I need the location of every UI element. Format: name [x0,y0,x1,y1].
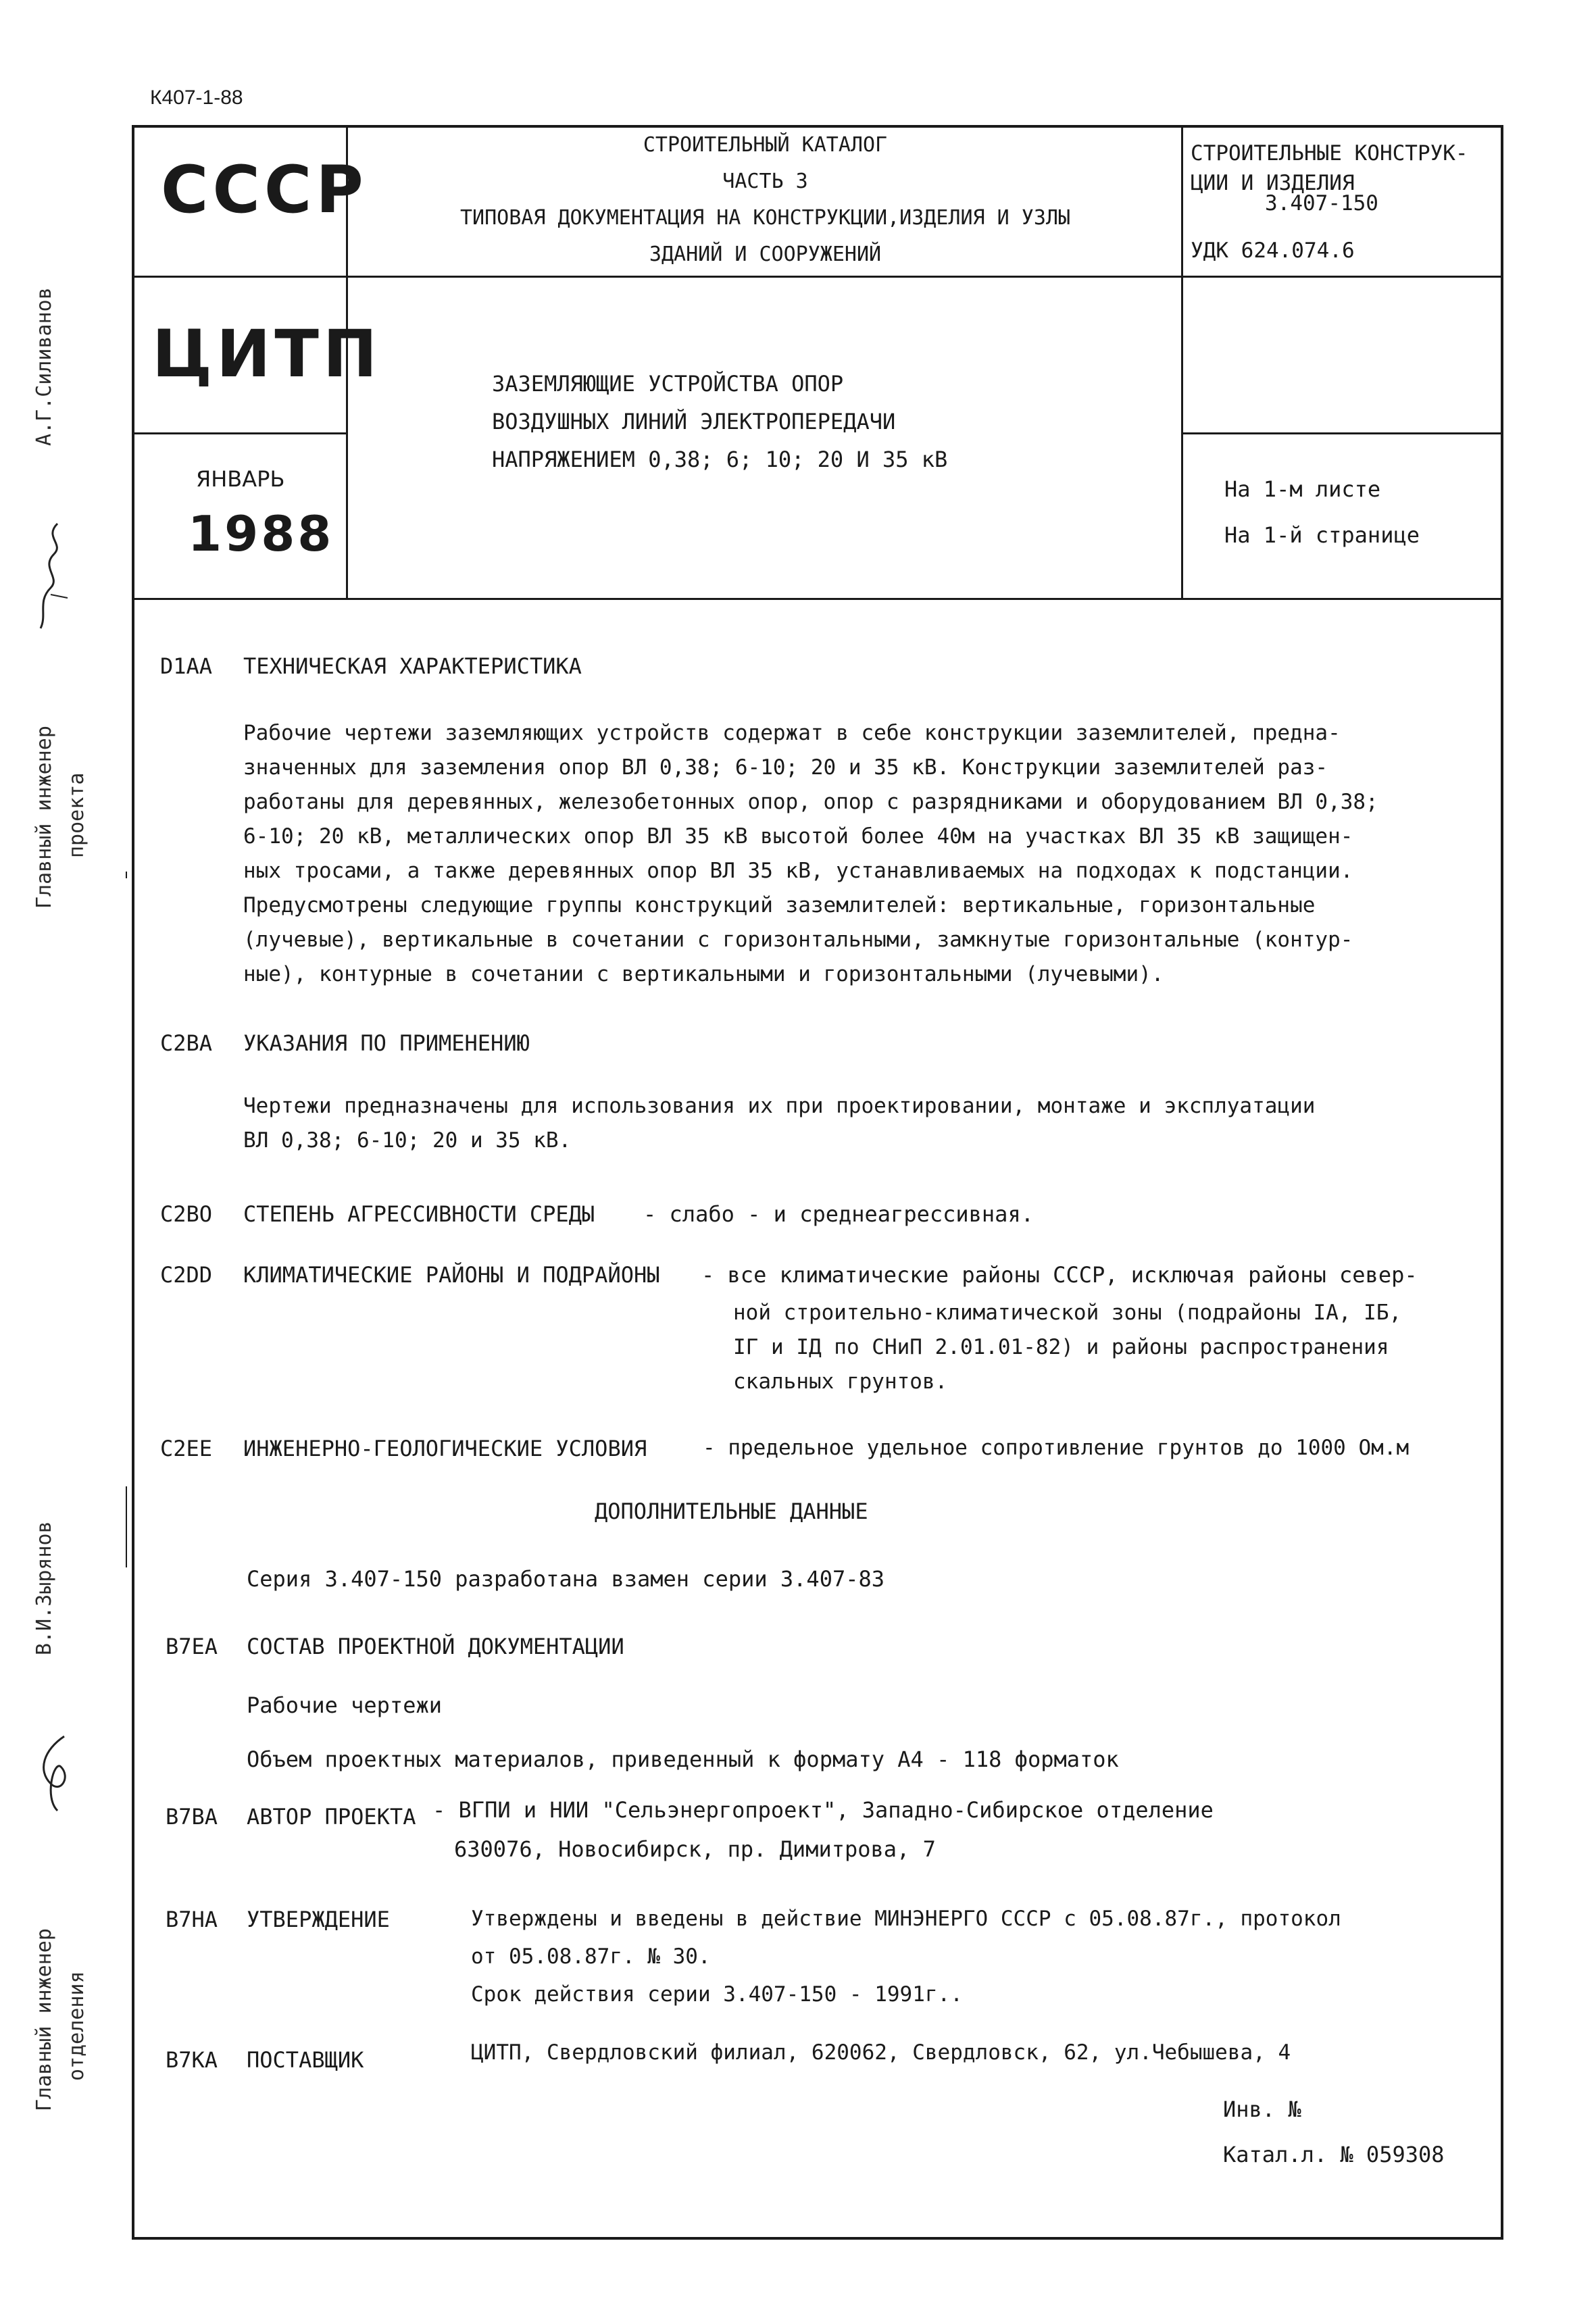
section-title-c2ee: ИНЖЕНЕРНО-ГЕОЛОГИЧЕСКИЕ УСЛОВИЯ [243,1436,647,1461]
section-title-c2bo: СТЕПЕНЬ АГРЕССИВНОСТИ СРЕДЫ [243,1201,595,1227]
doc-title-line-3: НАПРЯЖЕНИЕМ 0,38; 6; 10; 20 И 35 кВ [492,447,948,472]
margin-person-2: В.И.Зырянов [32,1521,56,1655]
section-title-b7ea: СОСТАВ ПРОЕКТНОЙ ДОКУМЕНТАЦИИ [247,1634,624,1659]
b7ea-line-1: Рабочие чертежи [247,1692,442,1718]
approval-line-3: Срок действия серии 3.407-150 - 1991г.. [471,1982,963,2007]
pages-count: На 1-й странице [1224,522,1420,548]
margin-person-1: А.Г.Силиванов [32,287,56,446]
margin-line-2 [126,1486,127,1567]
section-code-c2bo: C2BO [160,1201,213,1227]
sheets-count: На 1-м листе [1224,476,1381,502]
section-value-c2dd: - все климатические районы СССР, исключая районы север- [701,1262,1418,1288]
catalog-part: ЧАСТЬ 3 [722,170,808,193]
catalog-line-3: ТИПОВАЯ ДОКУМЕНТАЦИЯ НА КОНСТРУКЦИИ,ИЗДЕЛИЯ И УЗЛЫ [459,206,1071,230]
section-code-b7ka: B7KA [166,2047,218,2073]
text-line: Рабочие чертежи заземляющих устройств содержат в себе конструкции заземлителей, предна- [243,721,1341,745]
text-line: значенных для заземления опор ВЛ 0,38; 6-10; 20 и 35 кВ. Конструкции заземлителей раз- [243,755,1328,780]
inventory-number: Инв. № [1223,2096,1301,2122]
section-line-1: СТРОИТЕЛЬНЫЕ КОНСТРУК- [1191,141,1468,166]
section-code-d1aa: D1AA [160,653,213,679]
section-code-c2ee: C2EE [160,1436,213,1461]
header-row-line-2 [132,432,348,434]
text-line: ных тросами, а также деревянных опор ВЛ 35 кВ, устанавливаемых на подходах к подстанции. [243,859,1353,883]
text-line: 6-10; 20 кВ, металлических опор ВЛ 35 кВ высотой более 40м на участках ВЛ 35 кВ защищен- [243,824,1353,849]
year-label: 1988 [188,505,334,562]
approval-block [471,1900,1341,2013]
section-line-2: ЦИИ И ИЗДЕЛИЯ [1191,171,1355,195]
b7ba-line-2: 630076, Новосибирск, пр. Димитрова, 7 [454,1836,936,1862]
text-line: ные), контурные в сочетании с вертикальными и горизонтальными (лучевыми). [243,962,1164,986]
catalog-line-4: ЗДАНИЙ И СООРУЖЕНИЙ [649,243,882,266]
section-code-b7ha: B7HA [166,1907,218,1932]
section-title-c2ba: УКАЗАНИЯ ПО ПРИМЕНЕНИЮ [243,1030,530,1056]
paragraph-application [243,1089,1473,1158]
header-divider-right [1181,125,1183,598]
section-code-c2ba: C2BA [160,1030,213,1056]
section-title-c2dd: КЛИМАТИЧЕСКИЕ РАЙОНЫ И ПОДРАЙОНЫ [243,1262,660,1288]
text-line: скальных грунтов. [733,1369,948,1394]
month-label: ЯНВАРЬ [196,466,285,492]
section-value-c2bo: - слабо - и среднеагрессивная. [643,1201,1034,1227]
section-title-b7ba: АВТОР ПРОЕКТА [247,1804,416,1830]
margin-role-1a: Главный инженер [32,726,56,909]
org-label: ЦИТП [152,316,382,392]
document-code: К407-1-88 [150,86,243,109]
header-bottom-line [132,598,1503,600]
series-code: 3.407-150 [1265,191,1378,216]
paragraph-technical [243,716,1473,992]
extra-data-title: ДОПОЛНИТЕЛЬНЫЕ ДАННЫЕ [595,1499,868,1524]
text-line: IГ и IД по СНиП 2.01.01-82) и районы распространения [733,1335,1389,1359]
section-title-b7ka: ПОСТАВЩИК [247,2047,364,2073]
signature-2 [30,1730,84,1817]
margin-role-2b: отделения [65,1971,89,2081]
b7ba-line-1: - ВГПИ и НИИ "Сельэнергопроект", Западно-Сибирское отделение [432,1797,1214,1823]
approval-line-1: Утверждены и введены в действие МИНЭНЕРГО СССР с 05.08.87г., протокол [471,1907,1341,1931]
text-line: ВЛ 0,38; 6-10; 20 и 35 кВ. [243,1128,572,1153]
section-code-b7ba: B7BA [166,1804,218,1830]
sheet-info [1224,466,1420,558]
approval-line-2: от 05.08.87г. № 30. [471,1944,711,1969]
paragraph-climate [733,1296,1476,1399]
section-block [1191,139,1468,266]
margin-role-2a: Главный инженер [32,1928,56,2111]
text-line: Предусмотрены следующие группы конструкций заземлителей: вертикальные, горизонтальные [243,893,1316,917]
section-code-b7ea: B7EA [166,1634,218,1659]
margin-role-1b: проекта [65,772,89,858]
section-title-b7ha: УТВЕРЖДЕНИЕ [247,1907,390,1932]
section-value-c2ee: - предельное удельное сопротивление грунтов до 1000 Ом.м [703,1436,1410,1460]
document-title [492,365,947,478]
catalog-header [351,127,1179,273]
text-line: ной строительно-климатической зоны (подрайоны IА, IБ, [733,1301,1402,1325]
signature-1 [27,513,74,635]
section-title-d1aa: ТЕХНИЧЕСКАЯ ХАРАКТЕРИСТИКА [243,653,582,679]
text-line: Чертежи предназначены для использования их при проектировании, монтаже и эксплуатации [243,1094,1316,1118]
section-code-c2dd: C2DD [160,1262,213,1288]
extra-data-line: Серия 3.407-150 разработана взамен серии 3.407-83 [247,1566,885,1592]
text-line: работаны для деревянных, железобетонных опор, опор с разрядниками и оборудованием ВЛ 0,38; [243,790,1378,814]
udk-code: УДК 624.074.6 [1191,238,1355,263]
b7ea-line-2: Объем проектных материалов, приведенный к формату А4 - 118 форматок [247,1746,1119,1772]
catalog-title: СТРОИТЕЛЬНЫЙ КАТАЛОГ [643,133,888,157]
doc-title-line-2: ВОЗДУШНЫХ ЛИНИЙ ЭЛЕКТРОПЕРЕДАЧИ [492,409,896,434]
header-row-line-1 [132,276,1503,278]
text-line: (лучевые), вертикальные в сочетании с горизонтальными, замкнутые горизонтальные (контур- [243,928,1353,952]
country-label: СССР [161,152,368,228]
catalog-sheet-number: Катал.л. № 059308 [1223,2142,1445,2167]
margin-line-1 [126,872,127,878]
header-right-line [1181,432,1503,434]
doc-title-line-1: ЗАЗЕМЛЯЮЩИЕ УСТРОЙСТВА ОПОР [492,371,844,397]
supplier-value: ЦИТП, Свердловский филиал, 620062, Свердловск, 62, ул.Чебышева, 4 [471,2040,1291,2065]
